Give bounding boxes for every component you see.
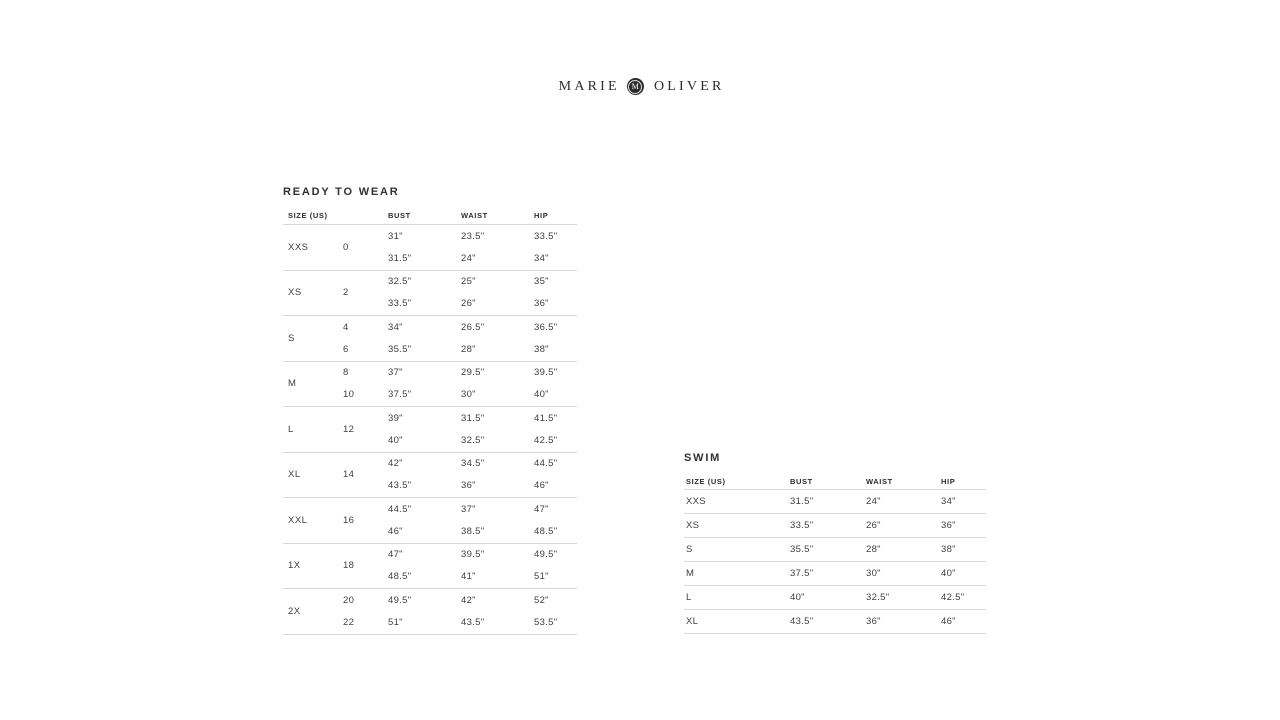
bust-value: 34" [388,321,403,333]
column-header: WAIST [461,211,488,220]
waist-value: 25" [461,276,476,288]
size-label: XS [686,520,700,531]
us-size-value: 20 [343,594,355,606]
bust-value: 43.5" [790,616,814,627]
bust-value: 49.5" [388,594,412,606]
size-label: XL [288,469,301,481]
us-size-value: 16 [343,514,355,526]
brand-name-right: OLIVER [653,78,725,94]
us-size-value: 14 [343,469,355,481]
size-row [684,562,986,586]
hip-value: 35" [534,276,549,288]
hip-value: 46" [534,480,549,492]
hip-column [529,589,577,634]
us-size-value: 4 [343,321,349,333]
size-label: S [288,332,295,344]
ready-to-wear-table [283,210,577,635]
bust-value: 37.5" [790,568,814,579]
waist-column [456,589,529,634]
hip-value: 36" [534,298,549,310]
waist-value: 41" [461,571,476,583]
size-row [684,514,986,538]
size-row [684,610,986,634]
swim-header-row [684,476,986,490]
size-label: L [686,592,692,603]
bust-value: 51" [388,616,403,628]
waist-value: 24" [461,252,476,264]
hip-column [529,316,577,361]
hip-value: 39.5" [534,367,558,379]
hip-value: 40" [534,389,549,401]
hip-value: 46" [941,616,956,627]
size-label: L [288,423,294,435]
bust-value: 44.5" [388,503,412,515]
size-row [684,538,986,562]
hip-value: 34" [941,496,956,507]
waist-value: 26.5" [461,321,485,333]
hip-value: 38" [534,343,549,355]
size-group-row [283,271,577,317]
swim-title: SWIM [684,452,722,464]
hip-value: 34" [534,252,549,264]
us-size-column [338,316,383,361]
ready-to-wear-section [283,186,577,635]
size-label: XXS [686,496,706,507]
us-size-value: 6 [343,343,349,355]
size-group-row [283,544,577,590]
hip-column [529,225,577,270]
bust-value: 32.5" [388,276,412,288]
bust-value: 40" [388,434,403,446]
waist-value: 30" [866,568,881,579]
bust-value: 37" [388,367,403,379]
bust-value: 33.5" [790,520,814,531]
ready-to-wear-title: READY TO WEAR [283,186,400,198]
bust-value: 33.5" [388,298,412,310]
column-header: WAIST [866,477,893,486]
waist-column [456,271,529,316]
column-header: SIZE (US) [686,477,726,486]
us-size-column [338,362,383,407]
brand-name-left: MARIE [558,78,620,94]
hip-value: 41.5" [534,412,558,424]
waist-value: 34.5" [461,458,485,470]
size-label: M [686,568,695,579]
us-size-column [338,544,383,589]
waist-value: 23.5" [461,230,485,242]
hip-column [529,498,577,543]
waist-value: 32.5" [866,592,890,603]
size-group-row [283,589,577,635]
bust-column [383,589,456,634]
hip-value: 38" [941,544,956,555]
bust-value: 31.5" [790,496,814,507]
waist-value: 31.5" [461,412,485,424]
column-header: HIP [534,211,549,220]
hip-column [529,271,577,316]
size-label: 1X [288,560,301,572]
waist-value: 32.5" [461,434,485,446]
waist-column [456,225,529,270]
size-group-row [283,453,577,499]
swim-table [684,476,986,634]
waist-value: 39.5" [461,549,485,561]
hip-value: 48.5" [534,525,558,537]
us-size-column [338,589,383,634]
bust-value: 31.5" [388,252,412,264]
waist-value: 38.5" [461,525,485,537]
size-label: XS [288,287,302,299]
us-size-value: 12 [343,423,355,435]
brand-monogram-medallion-icon [627,78,644,95]
waist-value: 28" [461,343,476,355]
bust-value: 35.5" [388,343,412,355]
us-size-value: 10 [343,389,355,401]
hip-value: 36" [941,520,956,531]
column-header: SIZE (US) [288,211,328,220]
ready-to-wear-header-row [283,210,577,225]
bust-value: 39" [388,412,403,424]
bust-value: 48.5" [388,571,412,583]
us-size-value: 22 [343,616,355,628]
hip-column [529,362,577,407]
bust-value: 43.5" [388,480,412,492]
us-size-column [338,498,383,543]
waist-column [456,544,529,589]
us-size-value: 2 [343,287,349,299]
bust-column [383,225,456,270]
waist-column [456,498,529,543]
hip-value: 42.5" [534,434,558,446]
us-size-column [338,225,383,270]
waist-value: 43.5" [461,616,485,628]
brand-logo [0,78,1280,95]
waist-value: 30" [461,389,476,401]
bust-column [383,407,456,452]
hip-value: 49.5" [534,549,558,561]
size-label: XXS [288,241,309,253]
bust-value: 40" [790,592,805,603]
bust-column [383,498,456,543]
bust-column [383,453,456,498]
hip-value: 52" [534,594,549,606]
monogram-letter: M [631,81,639,91]
bust-column [383,316,456,361]
size-row [684,490,986,514]
bust-column [383,544,456,589]
us-size-value: 18 [343,560,355,572]
hip-column [529,544,577,589]
bust-value: 35.5" [790,544,814,555]
hip-value: 36.5" [534,321,558,333]
column-header: HIP [941,477,956,486]
size-label: XL [686,616,699,627]
waist-value: 42" [461,594,476,606]
size-label: M [288,378,297,390]
size-label: S [686,544,693,555]
waist-value: 29.5" [461,367,485,379]
column-header: BUST [790,477,813,486]
waist-value: 36" [866,616,881,627]
column-header: BUST [388,211,411,220]
bust-value: 47" [388,549,403,561]
size-group-row [283,407,577,453]
us-size-column [338,453,383,498]
bust-value: 37.5" [388,389,412,401]
bust-column [383,271,456,316]
waist-value: 28" [866,544,881,555]
bust-value: 46" [388,525,403,537]
size-label: 2X [288,605,301,617]
size-label: XXL [288,514,308,526]
ready-to-wear-body [283,225,577,635]
hip-value: 44.5" [534,458,558,470]
size-group-row [283,316,577,362]
hip-column [529,407,577,452]
us-size-value: 8 [343,367,349,379]
waist-value: 26" [866,520,881,531]
waist-value: 37" [461,503,476,515]
bust-column [383,362,456,407]
size-group-row [283,362,577,408]
bust-value: 31" [388,230,403,242]
swim-body [684,490,986,634]
size-group-row [283,498,577,544]
waist-column [456,316,529,361]
waist-column [456,453,529,498]
waist-value: 24" [866,496,881,507]
size-group-row [283,225,577,271]
hip-value: 33.5" [534,230,558,242]
bust-value: 42" [388,458,403,470]
size-row [684,586,986,610]
us-size-column [338,407,383,452]
hip-value: 53.5" [534,616,558,628]
waist-value: 26" [461,298,476,310]
waist-column [456,407,529,452]
hip-value: 51" [534,571,549,583]
waist-value: 36" [461,480,476,492]
waist-column [456,362,529,407]
swim-section [684,452,986,634]
hip-value: 40" [941,568,956,579]
hip-value: 42.5" [941,592,965,603]
us-size-column [338,271,383,316]
hip-value: 47" [534,503,549,515]
hip-column [529,453,577,498]
us-size-value: 0 [343,241,349,253]
